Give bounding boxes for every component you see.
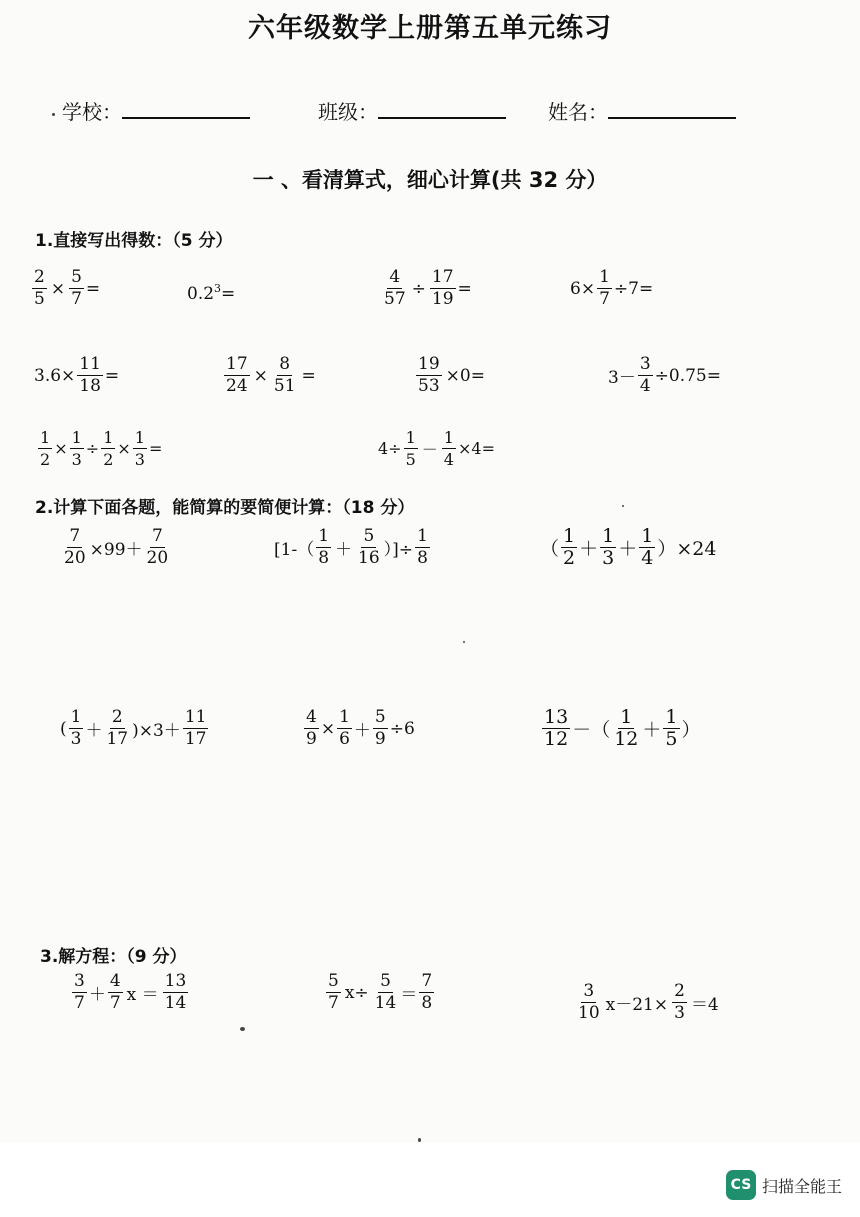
name-field — [548, 96, 736, 125]
q3-equation-1 — [70, 972, 190, 1013]
q1-expr-9 — [36, 428, 162, 469]
expression-text: ÷6 — [389, 718, 415, 739]
fraction — [542, 708, 570, 749]
denominator: 4 — [639, 376, 651, 396]
numerator: 2 — [674, 981, 685, 1001]
denominator: 2 — [40, 450, 51, 469]
numerator: 5 — [328, 971, 339, 991]
numerator: 1 — [665, 706, 678, 728]
fraction — [373, 708, 388, 749]
q2-expr-5 — [302, 708, 415, 749]
expression-text: = — [301, 365, 316, 386]
q3-equation-3 — [574, 982, 721, 1023]
fraction — [38, 428, 52, 469]
scan-speck — [418, 1138, 421, 1142]
expression-text: ÷ — [85, 439, 100, 458]
expression-text: 3－ — [608, 368, 636, 388]
denominator: 9 — [374, 729, 386, 749]
expression-text: ＋ — [353, 721, 371, 741]
fraction — [69, 708, 84, 749]
expression-text: × — [117, 439, 131, 458]
fraction — [404, 428, 418, 469]
expression-text: － — [421, 440, 438, 459]
fraction — [72, 972, 87, 1013]
denominator: 3 — [70, 729, 82, 749]
fraction — [104, 708, 130, 749]
fraction — [561, 527, 577, 568]
expression-text: ×0= — [445, 365, 485, 386]
expression-text: ÷0.75= — [654, 365, 721, 386]
numerator: 19 — [418, 354, 440, 374]
expression-text: 3.6× — [34, 365, 76, 386]
fraction — [326, 972, 341, 1013]
q1-expr-3 — [380, 268, 472, 309]
expression-text: × — [253, 365, 268, 386]
scan-speck — [463, 641, 465, 643]
numerator: 3 — [639, 354, 651, 374]
fraction — [663, 708, 679, 749]
q2-expr-3 — [540, 527, 716, 568]
expression-text: × — [50, 278, 66, 299]
denominator: 20 — [146, 548, 169, 568]
fraction — [32, 268, 47, 309]
denominator: 19 — [431, 289, 454, 309]
fraction — [612, 708, 640, 749]
expression-text: 6× — [570, 278, 596, 299]
q1-expr-1 — [30, 268, 100, 309]
expression-text: ＋ — [335, 540, 353, 560]
fraction — [316, 527, 331, 568]
class-blank[interactable] — [378, 99, 506, 119]
expression-text: ＋ — [88, 985, 106, 1005]
fraction — [600, 527, 616, 568]
numerator: 8 — [279, 354, 291, 374]
fraction — [419, 972, 434, 1013]
denominator: 12 — [614, 728, 639, 750]
fraction — [442, 428, 456, 469]
expression-text: ＋ — [85, 721, 103, 741]
fraction — [77, 355, 103, 396]
denominator: 7 — [599, 289, 610, 309]
q2-heading: 2.计算下面各题，能简算的要简便计算：（18 分） — [35, 498, 415, 518]
fraction — [597, 268, 612, 309]
fraction — [304, 708, 319, 749]
denominator: 14 — [164, 993, 187, 1013]
denominator: 8 — [417, 548, 428, 568]
q1-expr-10 — [378, 428, 495, 469]
q3-heading: 3.解方程：（9 分） — [40, 947, 187, 967]
denominator: 12 — [544, 728, 569, 750]
denominator: 53 — [418, 376, 440, 396]
fraction — [356, 527, 382, 568]
q2-expr-4 — [60, 708, 210, 749]
numerator: 13 — [544, 706, 569, 728]
denominator: 7 — [71, 289, 82, 309]
numerator: 7 — [69, 526, 81, 546]
denominator: 17 — [106, 729, 129, 749]
fraction — [576, 982, 602, 1023]
numerator: 3 — [74, 971, 85, 991]
expression-text: = — [457, 278, 472, 299]
class-field — [318, 96, 506, 125]
fraction — [62, 527, 88, 568]
fraction — [415, 527, 430, 568]
denominator: 3 — [674, 1003, 685, 1023]
denominator: 18 — [79, 376, 101, 396]
denominator: 4 — [641, 547, 654, 569]
expression-text: x－21× — [605, 995, 669, 1015]
fraction — [639, 527, 655, 568]
section-heading: 一 、看清算式，细心计算(共 32 分） — [252, 168, 608, 192]
numerator: 1 — [71, 428, 82, 447]
fraction — [163, 972, 189, 1013]
expression-text: ＋ — [642, 719, 662, 741]
fraction — [101, 428, 115, 469]
fraction — [69, 268, 84, 309]
fraction — [70, 428, 84, 469]
denominator: 8 — [318, 548, 330, 568]
numerator: 3 — [583, 981, 595, 1001]
expression-text: ＋ — [579, 538, 599, 560]
scan-speck — [240, 1027, 245, 1031]
expression-text: × — [54, 439, 68, 458]
numerator: 2 — [111, 707, 123, 727]
expression-text: ）]÷ — [383, 540, 414, 560]
fraction — [108, 972, 123, 1013]
expression-text: = — [85, 278, 101, 299]
numerator: 13 — [164, 971, 187, 991]
denominator: 6 — [339, 729, 350, 749]
expression-text: = — [104, 365, 120, 386]
denominator: 5 — [405, 450, 416, 469]
camscanner-logo-icon: CS — [726, 1170, 756, 1200]
numerator: 17 — [226, 354, 248, 374]
fraction — [224, 355, 250, 396]
expression-text: ×4= — [457, 439, 495, 458]
denominator: 5 — [34, 289, 45, 309]
numerator: 1 — [563, 525, 576, 547]
q1-expr-8 — [608, 355, 721, 396]
expression-text: ＝4 — [690, 995, 719, 1015]
numerator: 1 — [443, 428, 454, 447]
numerator: 11 — [79, 354, 101, 374]
numerator: 1 — [134, 428, 145, 447]
denominator: 16 — [358, 548, 380, 568]
denominator: 4 — [443, 450, 454, 469]
fraction — [272, 355, 298, 396]
expression-text: [1-（ — [274, 540, 315, 560]
denominator: 3 — [71, 450, 82, 469]
q1-expr-7 — [414, 355, 487, 396]
scan-speck — [622, 505, 624, 507]
fraction — [430, 268, 456, 309]
denominator: 2 — [563, 547, 576, 569]
q2-expr-6 — [540, 708, 701, 749]
numerator: 4 — [389, 267, 401, 287]
school-label: 学校： — [62, 100, 122, 124]
numerator: 1 — [417, 526, 428, 546]
name-label: 姓名： — [548, 100, 608, 124]
numerator: 7 — [421, 971, 433, 991]
fraction — [337, 708, 352, 749]
denominator: 7 — [109, 993, 121, 1013]
denominator: 57 — [384, 289, 406, 309]
q2-expr-1 — [60, 527, 172, 568]
expression-text: )×3＋ — [132, 721, 181, 741]
scan-speck — [52, 113, 55, 116]
fraction — [373, 972, 399, 1013]
q1-expr-6 — [222, 355, 318, 396]
expression-text: ） — [681, 719, 701, 741]
expression-text: 0.2 — [187, 284, 215, 304]
numerator: 2 — [34, 267, 45, 287]
name-blank[interactable] — [608, 99, 736, 119]
numerator: 1 — [641, 525, 654, 547]
numerator: 1 — [620, 706, 633, 728]
denominator: 5 — [665, 728, 678, 750]
denominator: 7 — [328, 993, 339, 1013]
class-label: 班级： — [318, 100, 378, 124]
school-field — [62, 96, 250, 125]
fraction — [638, 355, 653, 396]
numerator: 11 — [184, 707, 207, 727]
expression-text: ×99＋ — [89, 540, 143, 560]
denominator: 20 — [64, 548, 86, 568]
numerator: 5 — [71, 267, 82, 287]
expression-text: × — [320, 718, 336, 739]
fraction — [416, 355, 442, 396]
numerator: 5 — [374, 707, 386, 727]
numerator: 7 — [151, 526, 163, 546]
expression-text: ＋ — [618, 538, 638, 560]
expression-text: ÷ — [411, 278, 426, 299]
denominator: 14 — [374, 993, 397, 1013]
numerator: 1 — [318, 526, 330, 546]
scanner-watermark — [726, 1170, 842, 1200]
denominator: 8 — [421, 993, 433, 1013]
numerator: 4 — [109, 971, 121, 991]
denominator: 24 — [226, 376, 248, 396]
numerator: 4 — [306, 707, 317, 727]
q1-expr-5 — [34, 355, 119, 396]
q3-equation-2 — [324, 972, 436, 1013]
numerator: 1 — [405, 428, 416, 447]
expression-text: x ＝ — [126, 985, 159, 1005]
expression-text: ＝ — [400, 985, 418, 1005]
school-blank[interactable] — [122, 99, 250, 119]
expression-text: x÷ — [344, 982, 369, 1003]
q1-heading: 1.直接写出得数：（5 分） — [35, 231, 233, 251]
denominator: 3 — [602, 547, 615, 569]
q1-expr-2: 0.2 $^3$ = — [187, 282, 236, 304]
numerator: 1 — [339, 707, 350, 727]
denominator: 7 — [74, 993, 85, 1013]
expression-text: ）×24 — [657, 538, 717, 560]
expression-text: ( — [60, 718, 67, 739]
fraction — [133, 428, 147, 469]
denominator: 9 — [306, 729, 317, 749]
expression-text: = — [221, 284, 236, 304]
q2-expr-2 — [274, 527, 432, 568]
expression-text: （ — [540, 538, 560, 560]
numerator: 1 — [40, 428, 51, 447]
expression-text: 4÷ — [378, 439, 402, 458]
page-title: 六年级数学上册第五单元练习 — [248, 13, 612, 44]
numerator: 1 — [599, 267, 610, 287]
q1-expr-4 — [570, 268, 653, 309]
numerator: 5 — [363, 526, 375, 546]
fraction — [382, 268, 408, 309]
numerator: 5 — [380, 971, 391, 991]
denominator: 51 — [273, 376, 296, 396]
numerator: 1 — [103, 428, 114, 447]
expression-text: ÷7= — [613, 278, 654, 299]
denominator: 3 — [134, 450, 145, 469]
expression-text: －（ — [572, 719, 611, 741]
fraction — [672, 982, 687, 1023]
denominator: 10 — [578, 1003, 600, 1023]
fraction — [145, 527, 171, 568]
numerator: 1 — [602, 525, 615, 547]
numerator: 1 — [70, 707, 82, 727]
fraction — [183, 708, 209, 749]
denominator: 17 — [184, 729, 207, 749]
scanner-app-name: 扫描全能王 — [761, 1176, 842, 1196]
denominator: 2 — [103, 450, 114, 469]
expression-text: = — [148, 439, 163, 458]
numerator: 17 — [431, 267, 454, 287]
